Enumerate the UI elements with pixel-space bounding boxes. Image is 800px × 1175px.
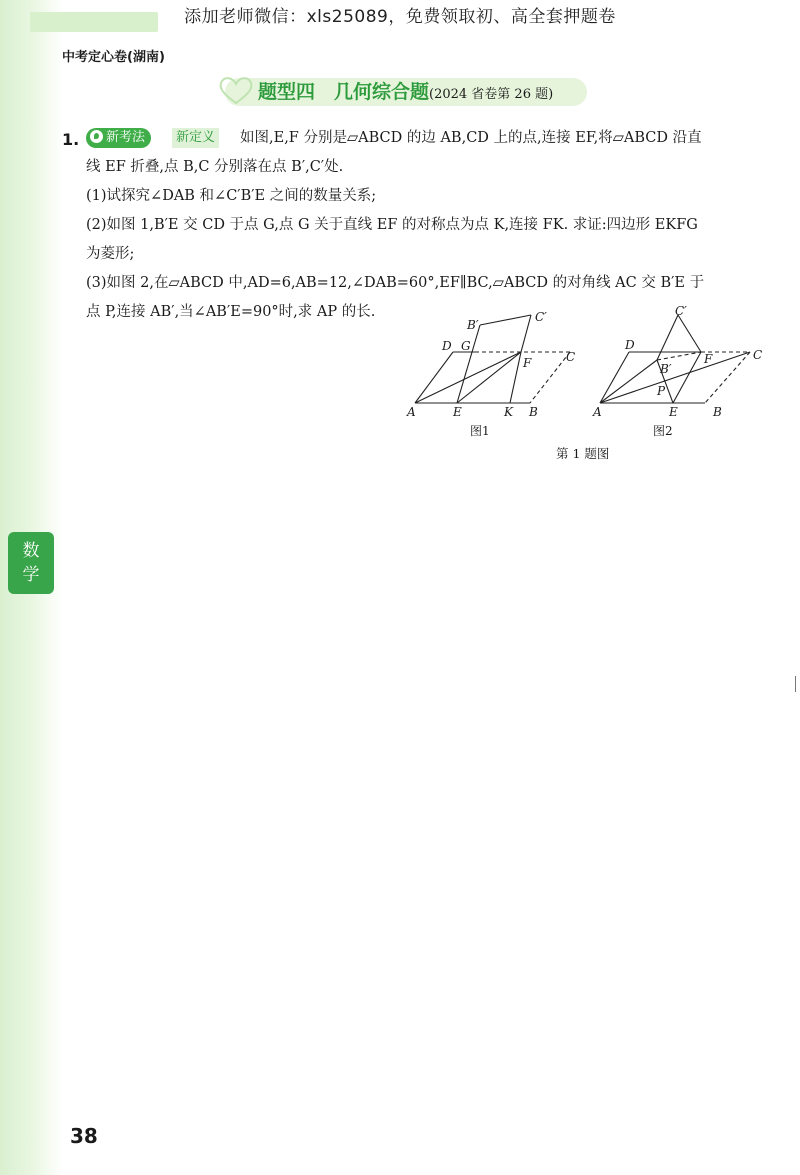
fig2-segment-AD: [600, 352, 629, 403]
fig1-segment-C1F: [521, 315, 531, 352]
figure-2: [600, 315, 750, 403]
new-exam-badge-label: 新考法: [106, 130, 146, 145]
fig2-label-C-prime: C′: [675, 305, 687, 318]
figure-1: [415, 315, 570, 403]
fig1-label-E: E: [453, 405, 462, 419]
question-part-3-line-1: (3)如图 2,在▱ABCD 中,AD=6,AB=12,∠DAB=60°,EF∥BC,▱ABCD 的对角线 AC 交 B′E 于: [86, 275, 705, 291]
book-header-label: 中考定心卷(湖南): [62, 50, 165, 65]
fig2-label-D: D: [625, 338, 635, 352]
question-part-2-line-2: 为菱形;: [86, 246, 135, 262]
fig2-diagonal-AC: [600, 352, 750, 403]
fig2-dashed-B1F: [657, 352, 701, 360]
new-definition-badge: 新定义: [172, 128, 219, 148]
fig2-segment-AB1: [600, 360, 657, 403]
fig1-label-B-prime: B′: [467, 318, 479, 332]
fig2-label-F: F: [704, 352, 713, 366]
fig1-segment-B1C1: [480, 315, 531, 325]
edge-mark: [795, 676, 796, 692]
watermark: 添加老师微信：xls25089，免费领取初、高全套押题卷: [184, 7, 616, 27]
fig1-label-G: G: [461, 339, 471, 353]
question-line-2: 线 EF 折叠,点 B,C 分别落在点 B′,C′处.: [86, 159, 344, 175]
fig2-label-E: E: [669, 405, 678, 419]
fig2-label-P: P: [657, 384, 666, 398]
question-part-2-line-1: (2)如图 1,B′E 交 CD 于点 G,点 G 关于直线 EF 的对称点为点 K,连接 FK. 求证:四边形 EKFG: [86, 217, 698, 233]
fig2-label-C: C: [753, 348, 763, 362]
fig1-dashed-CB: [530, 352, 570, 403]
fig1-label-C: C: [566, 350, 576, 364]
fig1-label-B: B: [529, 405, 538, 419]
page-number: 38: [70, 1124, 98, 1148]
section-heading: [258, 78, 553, 106]
fig2-label-B-prime: B′: [660, 362, 672, 376]
question-figures: [405, 305, 775, 445]
fig1-label-K: K: [504, 405, 513, 419]
question-line-1: 如图,E,F 分别是▱ABCD 的边 AB,CD 上的点,连接 EF,将▱ABCD 沿直: [240, 130, 702, 146]
fig1-segment-AF: [415, 352, 521, 403]
fig1-label-D: D: [442, 339, 452, 353]
question-part-3-line-2: 点 P,连接 AB′,当∠AB′E=90°时,求 AP 的长.: [86, 304, 376, 320]
section-title: 题型四 几何综合题: [258, 81, 430, 103]
heart-decoration-icon: [214, 75, 258, 107]
question-part-1: (1)试探究∠DAB 和∠C′B′E 之间的数量关系;: [86, 188, 377, 204]
fig2-segment-B1C1: [657, 315, 678, 360]
question-number: 1.: [62, 130, 80, 149]
fig2-segment-C1F: [678, 315, 701, 352]
subject-tab: [8, 532, 54, 594]
lightbulb-icon: [90, 130, 103, 143]
fig1-segment-EB1: [457, 325, 480, 403]
figure-1-caption: 图1: [470, 424, 490, 438]
new-exam-badge: [86, 128, 151, 148]
figures-caption: 第 1 题图: [556, 446, 610, 461]
fig1-label-C-prime: C′: [535, 310, 547, 324]
fig1-label-A: A: [407, 405, 416, 419]
section-source: (2024 省卷第 26 题): [429, 87, 554, 102]
fig2-label-A: A: [593, 405, 602, 419]
fig1-label-F: F: [523, 356, 532, 370]
fig2-label-B: B: [713, 405, 722, 419]
figure-2-caption: 图2: [653, 424, 673, 438]
fig1-segment-AD: [415, 352, 453, 403]
subject-tab-char-1: 数: [22, 541, 40, 561]
subject-tab-char-2: 学: [22, 565, 40, 585]
fig2-segment-EF: [673, 352, 701, 403]
